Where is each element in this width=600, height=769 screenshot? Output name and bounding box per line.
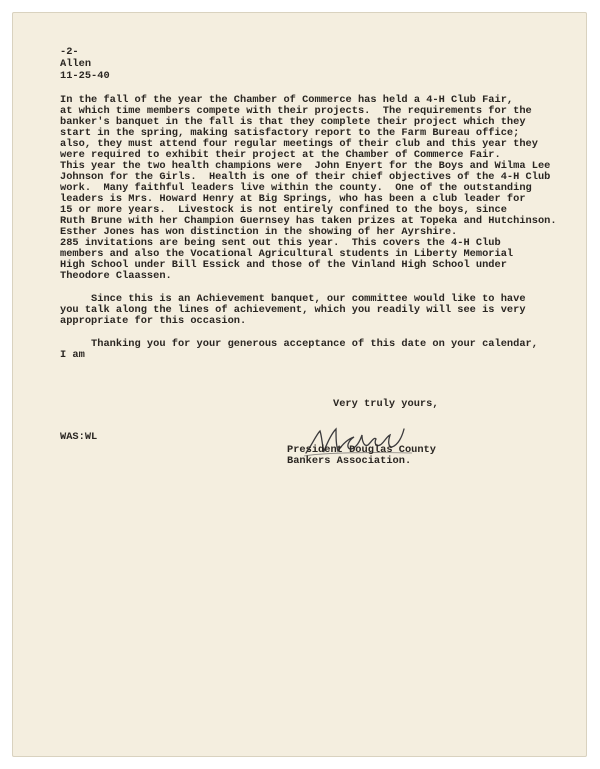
typist-initials: WAS:WL bbox=[60, 431, 98, 443]
body-line: Esther Jones has won distinction in the showing of her Ayrshire. bbox=[60, 226, 458, 238]
body-line: banker's banquet in the fall is that they complete their project which they bbox=[60, 116, 526, 128]
body-line: Ruth Brune with her Champion Guernsey has taken prizes at Topeka and Hutchinson. bbox=[60, 215, 557, 227]
body-line: also, they must attend four regular meetings of their club and this year they bbox=[60, 138, 538, 150]
body-line: appropriate for this occasion. bbox=[60, 315, 247, 327]
letter-page bbox=[12, 12, 587, 757]
body-line: Theodore Claassen. bbox=[60, 270, 172, 282]
body-line: Johnson for the Girls. Health is one of their chief objectives of the 4-H Club bbox=[60, 171, 551, 183]
body-line: you talk along the lines of achievement, which you readily will see is very bbox=[60, 304, 526, 316]
body-line: In the fall of the year the Chamber of Commerce has held a 4-H Club Fair, bbox=[60, 94, 514, 106]
body-line: 285 invitations are being sent out this year. This covers the 4-H Club bbox=[60, 237, 501, 249]
body-line: 15 or more years. Livestock is not entirely confined to the boys, since bbox=[60, 204, 507, 216]
body-line: work. Many faithful leaders live within the county. One of the outstanding bbox=[60, 182, 532, 194]
page-number: -2- bbox=[60, 46, 79, 58]
body-line: were required to exhibit their project at the Chamber of Commerce Fair. bbox=[60, 149, 501, 161]
body-line: I am bbox=[60, 349, 85, 361]
addressee-name: Allen bbox=[60, 58, 92, 70]
body-line: start in the spring, making satisfactory report to the Farm Bureau office; bbox=[60, 127, 520, 139]
body-line: This year the two health champions were John Enyert for the Boys and Wilma Lee bbox=[60, 160, 551, 172]
body-line: Since this is an Achievement banquet, our committee would like to have bbox=[60, 293, 526, 305]
body-line: members and also the Vocational Agricultural students in Liberty Memorial bbox=[60, 248, 514, 260]
body-line: Thanking you for your generous acceptance of this date on your calendar, bbox=[60, 338, 538, 350]
signer-title-line2: Bankers Association. bbox=[287, 455, 412, 467]
body-line: at which time members compete with their projects. The requirements for the bbox=[60, 105, 532, 117]
signer-title-line1: President Douglas County bbox=[287, 444, 436, 456]
letter-date: 11-25-40 bbox=[60, 70, 110, 82]
body-line: High School under Bill Essick and those of the Vinland High School under bbox=[60, 259, 507, 271]
closing-salutation: Very truly yours, bbox=[333, 398, 439, 410]
body-line: leaders is Mrs. Howard Henry at Big Springs, who has been a club leader for bbox=[60, 193, 526, 205]
